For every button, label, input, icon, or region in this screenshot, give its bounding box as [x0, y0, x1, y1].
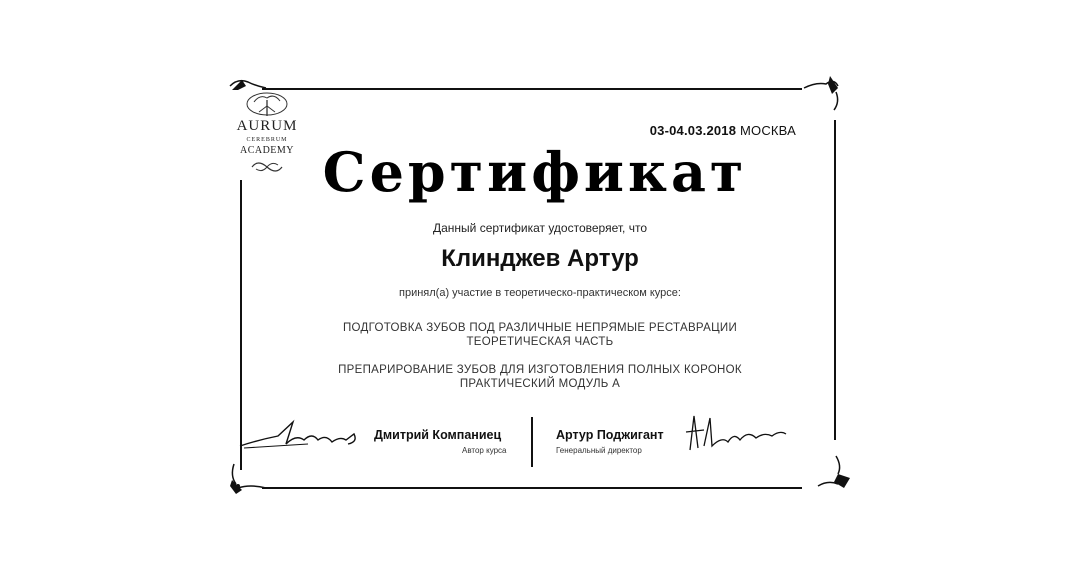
certificate-title: Сертификат — [322, 140, 748, 204]
logo-ornament-icon — [250, 159, 284, 175]
right-signature-image — [682, 410, 792, 454]
aurum-academy-logo — [228, 92, 306, 184]
recipient-name: Клинджев Артур — [441, 245, 639, 272]
left-signer-role: Автор курса — [462, 446, 507, 455]
corner-ornament-bottom-left-icon — [228, 460, 268, 500]
corner-ornament-bottom-right-icon — [816, 452, 856, 492]
course-2-part: ПРАКТИЧЕСКИЙ МОДУЛЬ А — [459, 378, 621, 390]
intro-text: Данный сертификат удостоверяет, что — [433, 221, 647, 235]
tree-emblem-icon — [244, 92, 290, 118]
left-signature-image — [238, 418, 368, 452]
signature-divider — [531, 417, 533, 467]
course-2-title: ПРЕПАРИРОВАНИЕ ЗУБОВ ДЛЯ ИЗГОТОВЛЕНИЯ ПОЛНЫХ КОРОНОК — [338, 364, 742, 376]
corner-ornament-top-right-icon — [802, 72, 842, 112]
frame-right-line — [834, 120, 836, 440]
course-1 — [260, 321, 820, 349]
right-signer-name: Артур Поджигант — [556, 428, 664, 442]
participation-text: принял(а) участие в теоретическо-практическом курсе: — [399, 287, 681, 299]
course-2 — [260, 363, 820, 391]
frame-bottom-line — [262, 487, 802, 489]
left-signer-name: Дмитрий Компаниец — [374, 428, 502, 442]
course-1-title: ПОДГОТОВКА ЗУБОВ ПОД РАЗЛИЧНЫЕ НЕПРЯМЫЕ РЕСТАВРАЦИИ — [342, 322, 738, 334]
logo-sub: CEREBRUM — [246, 137, 288, 143]
logo-academy: ACADEMY — [239, 145, 295, 156]
event-date: 03-04.03.2018 — [649, 123, 737, 138]
event-city: МОСКВА — [739, 123, 796, 138]
right-signer-role: Генеральный директор — [556, 446, 642, 455]
event-date-location — [560, 123, 796, 138]
logo-brand: AURUM — [236, 118, 298, 134]
course-1-part: ТЕОРЕТИЧЕСКАЯ ЧАСТЬ — [466, 336, 614, 348]
frame-top-line — [262, 88, 802, 90]
